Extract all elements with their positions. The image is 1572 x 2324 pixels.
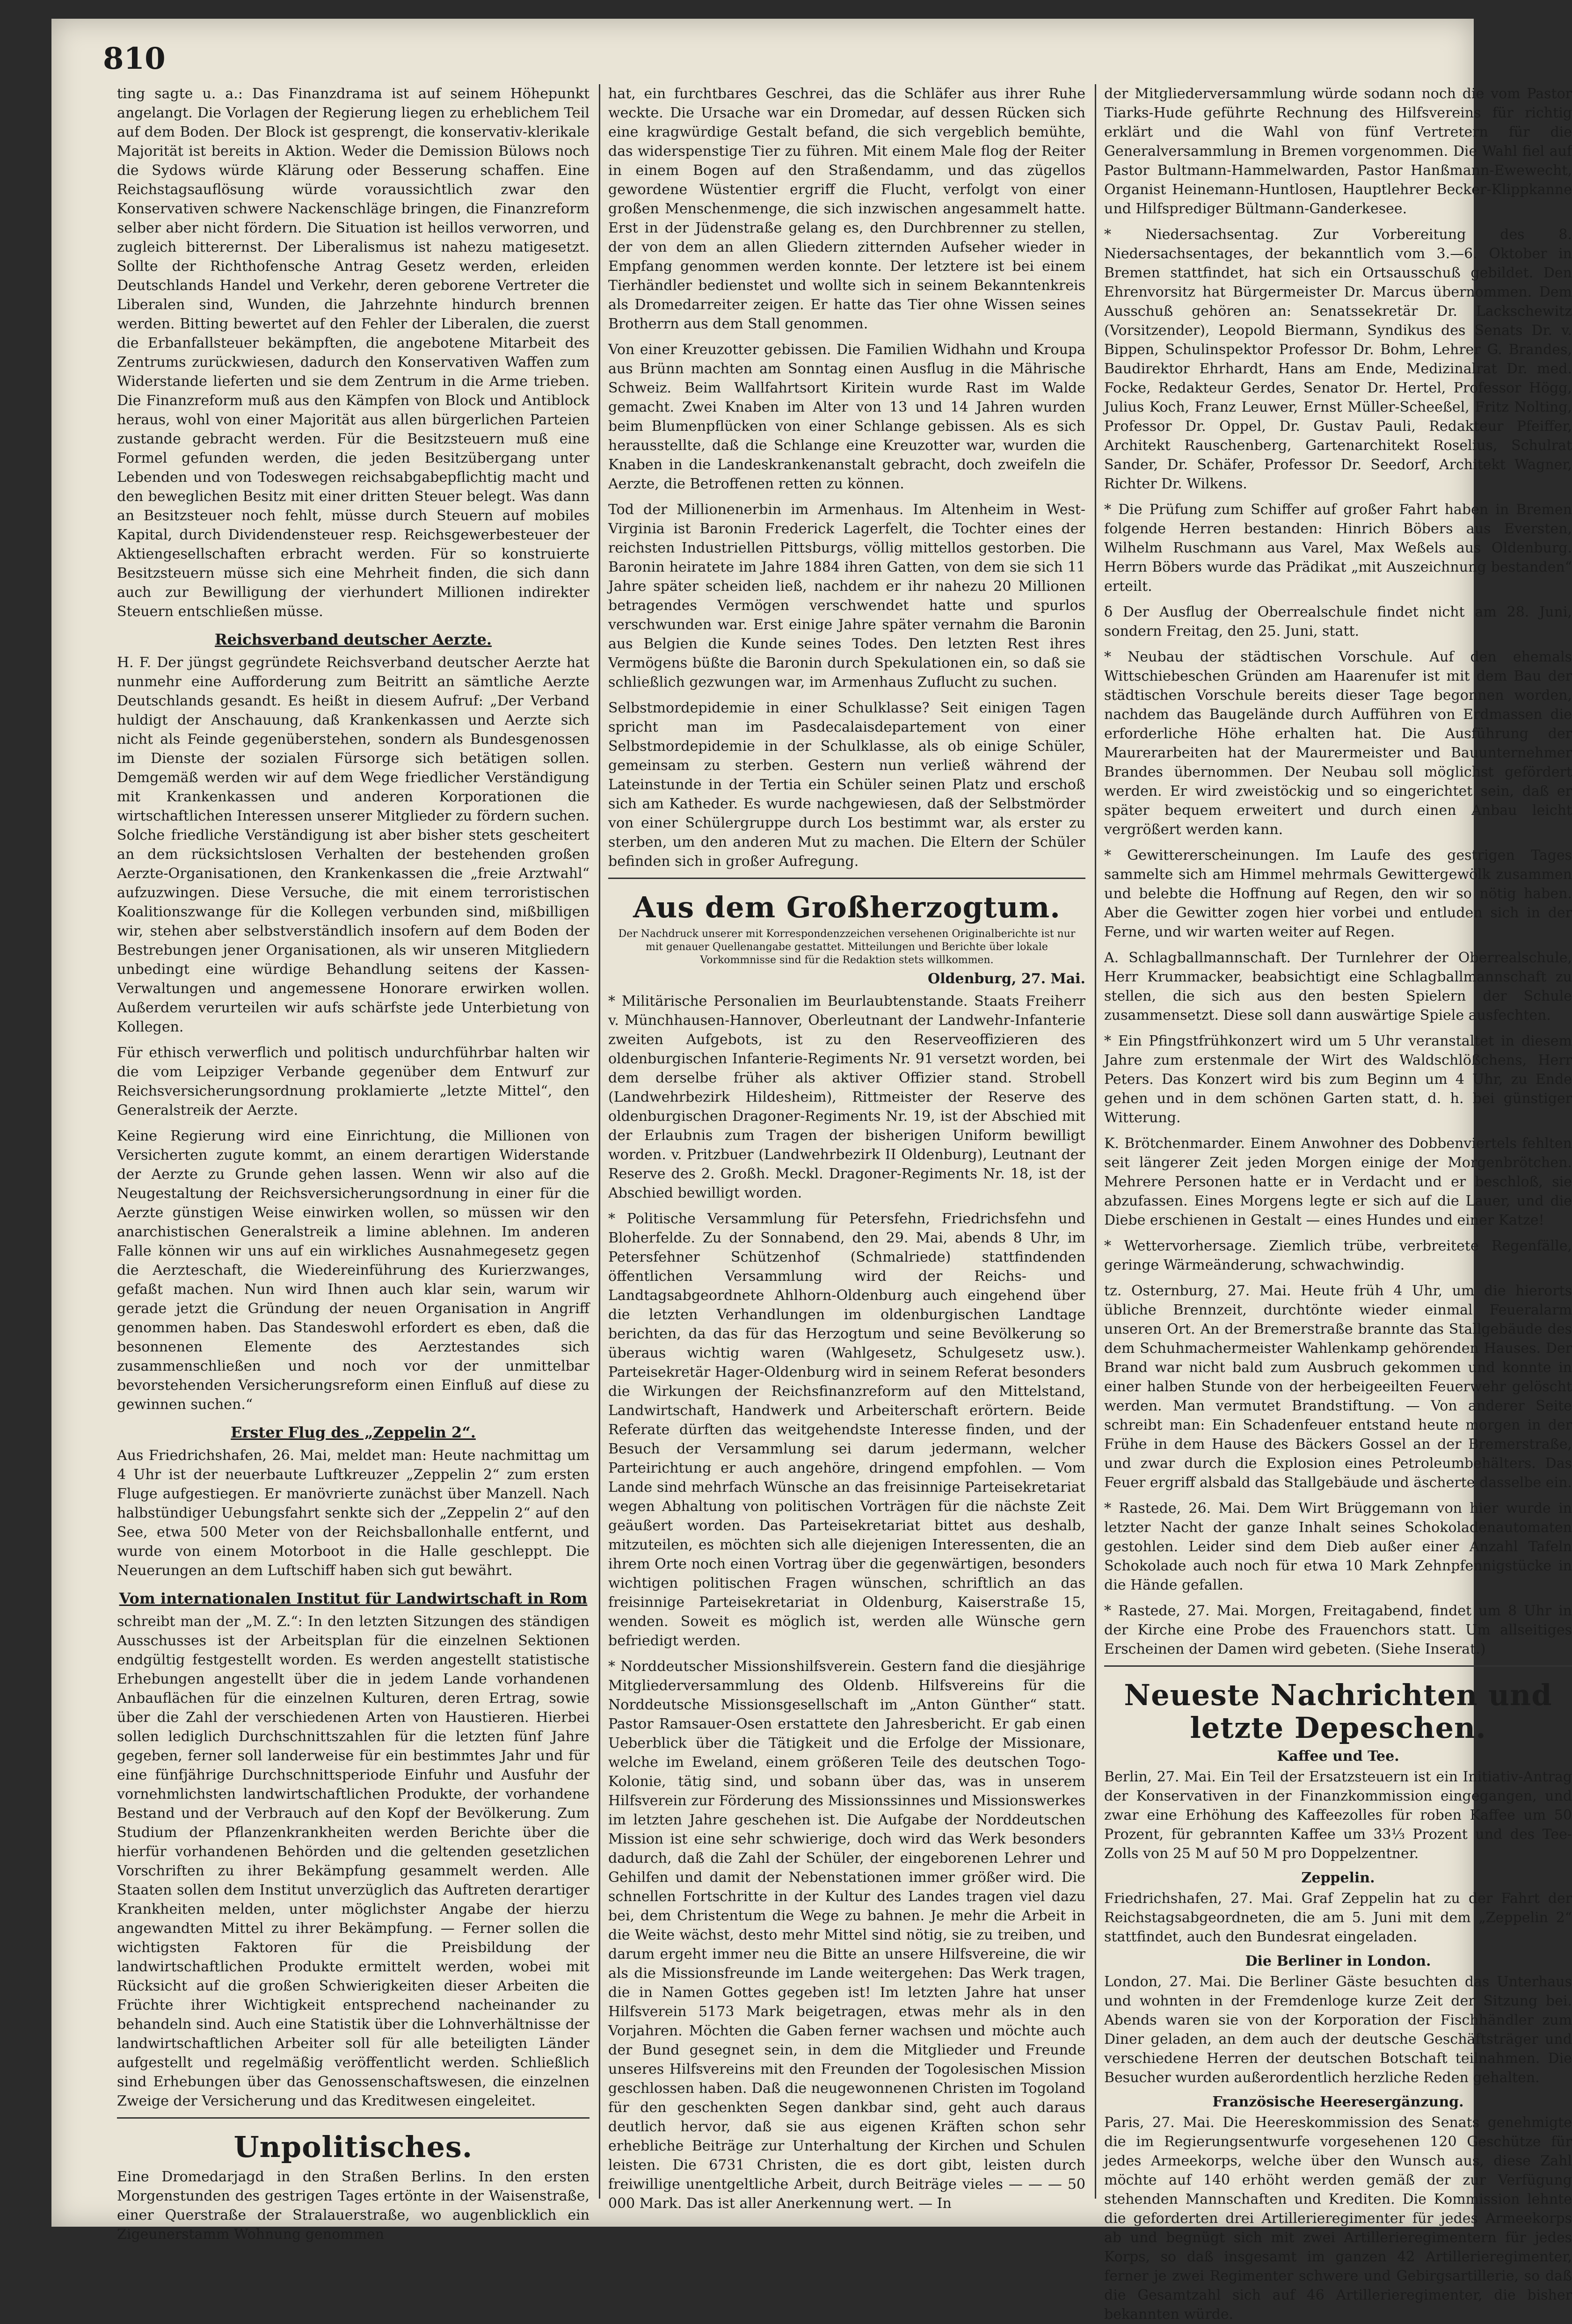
section-title: Neueste Nachrichten und letzte Depeschen. [1124, 1678, 1552, 1745]
article-text: Tod der Millionenerbin im Armenhaus. Im Altenheim in West-Virginia ist Baronin Frederick Lagerfelt, die Tochter eines der reichsten Industriellen Pittsburgs, völlig mittellos gestorben. Die Baronin heiratete im Jahre 1884 ihren Gatten, von dem sie sich 11 Jahre später scheiden ließ, nachdem er ihr nahezu 20 Millionen betragendes Vermögen verschwendet hatte und spurlos verschwunden war. Erst einige Jahre später vernahm die Baronin aus Belgien die Kunde seines Todes. Den letzten Rest ihres Vermögens büßte die Baronin durch Spekulationen ein, so daß sie schließlich gezwungen war, im Armenhaus Zuflucht zu suchen. [608, 501, 1085, 690]
article-text: * Niedersachsentag. Zur Vorbereitung des 8. Niedersachsentages, der bekanntlich vom 3.—6. Oktober in Bremen stattfindet, hat sich ein Ortsausschuß gebildet. Den Ehrenvorsitz hat Bürgermeister Dr. Marcus übernommen. Dem Ausschuß gehören an: Senatssekretär Dr. Lackschewitz (Vorsitzender), Leopold Biermann, Syndikus des Senats Dr. v. Bippen, Schulinspektor Professor Dr. Bohm, Lehrer G. Brandes, Baudirektor Ehrhardt, Hans am Ende, Medizinalrat Dr. med. Focke, Redakteur Gerdes, Senator Dr. Hertel, Professor Högg, Julius Koch, Franz Leuwer, Ernst Müller-Scheeßel, Fritz Nolting, Professor Dr. Oppel, Dr. Gustav Pauli, Redakteur Pfeiffer, Architekt Rauschenberg, Gartenarchitekt Roselius, Schulrat Sander, Dr. Schäfer, Professor Dr. Seedorf, Architekt Wagner, Richter Dr. Wilkens. [1104, 226, 1572, 492]
section-title: Unpolitisches. [233, 2130, 473, 2164]
reprint-notice: Der Nachdruck unserer mit Korrespondenzzeichen versehenen Originalberichte ist nur mit genauer Quellenangabe gestattet. Mitteilungen und Berichte über lokale Vorkommnisse sind für die Redaktion stets willkommen. [618, 928, 1076, 966]
subheading: Zeppelin. [1301, 1870, 1375, 1886]
article-text: * Politische Versammlung für Petersfehn, Friedrichsfehn und Bloherfelde. Zu der Sonnabend, den 29. Mai, abends 8 Uhr, im Petersfehner Schützenhof (Schmalriede) stattfindenden öffentlichen Versammlung wird der Reichs- und Landtagsabgeordnete Ahlhorn-Oldenburg auch eingehend über die letzten Verhandlungen im oldenburgischen Landtage berichten, da das für das Herzogtum und seine Bevölkerung so überaus wichtig waren (Wahlgesetz, Schulgesetz usw.). Parteisekretär Hager-Oldenburg wird in seinem Referat besonders die Wirkungen der Reichsfinanzreform auf den Mittelstand, Landwirtschaft, Handwerk und Arbeiterschaft erörtern. Beide Referate dürften das weitgehendste Interesse finden, und der Besuch der Versammlung sei darum jedermann, welcher Parteirichtung er auch angehöre, dringend empfohlen. — Vom Lande sind mehrfach Wünsche an das freisinnige Parteisekretariat wegen Abhaltung von politischen Vorträgen für die nächste Zeit geäußert worden. Das Parteisekretariat bittet aus deshalb, mitzuteilen, es möchten sich alle diejenigen Interessenten, die an ihrem Orte noch einen Vortrag über die gegenwärtigen, besonders wichtigen politischen Fragen wünschen, schriftlich an das freisinnige Parteisekretariat in Oldenburg, Kaiserstraße 15, wenden. Soweit es möglich ist, werden alle Wünsche gern befriedigt werden. [608, 1211, 1085, 1649]
article-text: * Rastede, 27. Mai. Morgen, Freitagabend, findet um 8 Uhr in der Kirche eine Probe des Frauenchors statt. Um allseitiges Erscheinen der Damen wird gebeten. (Siehe Inserat.) [1104, 1603, 1572, 1657]
article-text: der Mitgliederversammlung würde sodann noch die vom Pastor Tiarks-Hude geführte Rechnung des Hilfsvereins für richtig erklärt und die Wahl von fünf Vertretern für die Generalversammlung in Bremen vorgenommen. Die Wahl fiel auf Pastor Bultmann-Hammelwarden, Pastor Hanßmann-Ewewecht, Organist Heinemann-Huntlosen, Hauptlehrer Becker-Klippkanne und Hilfsprediger Bültmann-Ganderkesee. [1104, 86, 1572, 217]
article-text: * Wettervorhersage. Ziemlich trübe, verbreitete Regenfälle, geringe Wärmeänderung, schwachwindig. [1104, 1238, 1572, 1273]
article-text: Von einer Kreuzotter gebissen. Die Familien Widhahn und Kroupa aus Brünn machten am Sonntag einen Ausflug in die Mährische Schweiz. Beim Wallfahrtsort Kiritein wurde Rast im Walde gemacht. Zwei Knaben im Alter von 13 und 14 Jahren wurden beim Blumenpflücken von einer Schlange gebissen. Als es sich herausstellte, daß die Schlange eine Kreuzotter war, wurden die Knaben in die Landeskrankenanstalt gebracht, doch zweifeln die Aerzte, die Betroffenen retten zu können. [608, 341, 1085, 492]
article-heading: Erster Flug des „Zeppelin 2“. [231, 1423, 476, 1441]
article-text: * Ein Pfingstfrühkonzert wird um 5 Uhr veranstaltet in diesem Jahre zum erstenmale der Wirt des Waldschlößchens, Herr Peters. Das Konzert wird bis zum Beginn um 4 Uhr, zu Ende gehen und in dem schönen Garten statt, d. h. bei günstiger Witterung. [1104, 1033, 1572, 1126]
subheading: Die Berliner in London. [1245, 1953, 1431, 1969]
column-1 [117, 84, 590, 2243]
article-text: tz. Osternburg, 27. Mai. Heute früh 4 Uhr, um die hierorts übliche Brennzeit, durchtönte wieder einmal Feueralarm unseren Ort. An der Bremerstraße brannte das Stallgebäude des dem Schuhmachermeister Wahlenkamp gehörenden Hauses. Der Brand war nicht bald zum Ausbruch gekommen und konnte in einer halben Stunde von der herbeigeeilten Feuerwehr gelöscht werden. Man vermutet Brandstiftung. — Von anderer Seite schreibt man: Ein Schadenfeuer entstand heute morgen in der Frühe in dem Hause des Bäckers Gossel an der Bremerstraße, und zwar durch die Explosion eines Petroleumbehälters. Das Feuer ergriff alsbald das Stallgebäude und äscherte dasselbe ein. [1104, 1283, 1572, 1491]
article-text: Berlin, 27. Mai. Ein Teil der Ersatzsteuern ist ein Initiativ-Antrag der Konservativen in der Finanzkommission eingegangen, und zwar eine Erhöhung des Kaffeezolles für roben Kaffee um 50 Prozent, für gebrannten Kaffee um 33⅓ Prozent und des Tee-Zolls von 25 M auf 50 M pro Doppelzentner. [1104, 1769, 1572, 1862]
article-text: δ Der Ausflug der Oberrealschule findet nicht am 28. Juni, sondern Freitag, den 25. Juni, statt. [1104, 604, 1572, 639]
article-text: * Neubau der städtischen Vorschule. Auf den ehemals Wittschiebeschen Gründen am Haarenufer ist mit dem Bau der städtischen Vorschule bereits dieser Tage begonnen worden, nachdem das Baugelände durch Aufführen von Erdmassen die erforderliche Höhe erhalten hat. Die Ausführung der Maurerarbeiten hat der Maurermeister und Bauunternehmer Brandes übernommen. Der Neubau soll möglichst gefördert werden. Er wird zweistöckig und so eingerichtet sein, daß er später bequem erweitert und durch einen Anbau leicht vergrößert werden kann. [1104, 649, 1572, 838]
newspaper-page [51, 19, 1572, 2323]
column-rule [1095, 84, 1096, 2199]
article-text: Selbstmordepidemie in einer Schulklasse? Seit einigen Tagen spricht man im Pasdecalaisdepartement von einer Selbstmordepidemie in der Schulklasse, als ob einige Schüler, gemeinsam zu sterben. Gestern nun verließ während der Lateinstunde in der Tertia ein Schüler seinen Platz und erschoß sich am Katheder. Es wurde nachgewiesen, daß der Selbstmörder von einer Schülergruppe durch Los bestimmt war, als erster zu sterben, um den anderen Mut zu machen. Die Eltern der Schüler befinden sich in großer Aufregung. [608, 700, 1085, 870]
article-text: Keine Regierung wird eine Einrichtung, die Millionen von Versicherten zugute kommt, an einem derartigen Widerstande der Aerzte zu Grunde gehen lassen. Wenn wir also auf die Neugestaltung der Reichsversicherungsordnung in einer für die Aerzte günstigen Weise einwirken wollen, so müssen wir den anarchistischen Generalstreik a limine ablehnen. Im anderen Falle können wir uns auf ein wirkliches Ausnahmegesetz gegen die Aerzteschaft, die Wiedereinführung des Kurierzwanges, gefaßt machen. Nun wird Ihnen auch klar sein, warum wir gerade jetzt die Gründung der neuen Organisation in Angriff genommen haben. Das Standeswohl erfordert es eben, daß die besonnenen Elemente des Aerztestandes sich zusammenschließen und noch vor der unmittelbar bevorstehenden Versicherungsreform einen Einfluß auf diese zu gewinnen suchen.“ [117, 1128, 590, 1413]
article-text: schreibt man der „M. Z.“: In den letzten Sitzungen des ständigen Ausschusses ist der Arbeitsplan für die einzelnen Sektionen endgültig festgestellt worden. Es werden angestellt statistische Erhebungen angestellt über die in jedem Lande vorhandenen Anbauflächen für die einzelnen Kulturen, deren Ertrag, sowie über die Zahl der verschiedenen Arten von Haustieren. Hierbei sollen lediglich Durchschnittszahlen für die letzten fünf Jahre gegeben, ferner soll landerweise für ein bestimmtes Jahr und für eine fünfjährige Durchschnittsperiode Einfuhr und Ausfuhr der vornehmlichsten landwirtschaftlichen Produkte, der vorhandene Bestand und der Verbrauch auf den Kopf der Bevölkerung. Zum Studium der Pflanzenkrankheiten werden Berichte über die hierfür vorhandenen Behörden und die geltenden gesetzlichen Vorschriften zu ihrer Bekämpfung gesammelt werden. Alle Staaten sollen dem Institut unverzüglich das Auftreten derartiger Krankheiten melden, unter möglichster Angabe der hierzu angewandten Mittel zu ihrer Bekämpfung. — Ferner sollen die wichtigsten Faktoren für die Preisbildung der landwirtschaftlichen Produkte ermittelt werden, wobei mit Rücksicht auf die großen Schwierigkeiten dieser Arbeiten die Früchte ihrer Wichtigkeit entsprechend nacheinander zu behandeln sind. Auch eine Statistik über die Lohnverhältnisse der landwirtschaftlichen Arbeiter soll für alle beteiligten Länder aufgestellt und regelmäßig veröffentlicht werden. Schließlich sind Erhebungen über das Genossenschaftswesen, die einzelnen Zweige der Versicherung und das Kreditwesen eingeleitet. [117, 1613, 590, 2109]
article-text: Aus Friedrichshafen, 26. Mai, meldet man: Heute nachmittag um 4 Uhr ist der neuerbaute Luftkreuzer „Zeppelin 2“ zum ersten Fluge aufgestiegen. Er manövrierte zunächst über Manzell. Nach halbstündiger Uebungsfahrt senkte sich der „Zeppelin 2“ auf den See, etwa 500 Meter von der Reichsballonhalle entfernt, und wurde von einem Motorboot in die Halle geschleppt. Die Neuerungen an dem Luftschiff haben sich gut bewährt. [117, 1447, 590, 1579]
section-title: Aus dem Großherzogtum. [633, 890, 1061, 924]
article-text: * Die Prüfung zum Schiffer auf großer Fahrt haben in Bremen folgende Herren bestanden: Hinrich Böbers aus Eversten, Wilhelm Ruschmann aus Varel, Max Weßels aus Oldenburg. Herrn Böbers wurde das Prädikat „mit Auszeichnung bestanden“ erteilt. [1104, 501, 1572, 595]
article-text: * Rastede, 26. Mai. Dem Wirt Brüggemann von hier wurde in letzter Nacht der ganze Inhalt seines Schokoladenautomaten gestohlen. Leider sind dem Dieb außer einer Anzahl Tafeln Schokolade auch noch für etwa 10 Mark Zehnpfennigstücke in die Hände gefallen. [1104, 1500, 1572, 1593]
article-text: Eine Dromedarjagd in den Straßen Berlins. In den ersten Morgenstunden des gestrigen Tages ertönte in der Waisenstraße, einer Querstraße der Stralauerstraße, wo augenblicklich ein Zigeunerstamm Wohnung genommen [117, 2169, 590, 2243]
column-3 [1104, 84, 1572, 2323]
article-text: K. Brötchenmarder. Einem Anwohner des Dobbenviertels fehlten seit längerer Zeit jeden Morgen einige der Morgenbrötchen. Mehrere Personen hatte er in Verdacht und er beschloß, sie abzufassen. Eines Morgens legte er sich auf die Lauer, und die Diebe erschienen in Gestalt — eines Hundes und einer Katze! [1104, 1135, 1572, 1228]
article-text: ting sagte u. a.: Das Finanzdrama ist auf seinem Höhepunkt angelangt. Die Vorlagen der Regierung liegen zu erheblichem Teil auf dem Boden. Der Block ist gesprengt, die konservativ-klerikale Majorität ist bereits in Aktion. Weder die Demission Bülows noch die Sydows würde Klärung oder Besserung schaffen. Eine Reichstagsauflösung würde voraussichtlich zwar den Konservativen schwere Nackenschläge bringen, die Finanzreform selber aber nicht fördern. Die Situation ist heillos verworren, und zugleich bitterernst. Der Liberalismus ist nahezu matigesetzt. Sollte der Richthofensche Antrag Gesetz werden, erleiden Deutschlands Handel und Verkehr, deren geborene Vertreter die Liberalen sind, Wunden, die Jahrzehnte hindurch brennen werden. Bitting bewertet auf den Fehler der Liberalen, die zuerst die Erbanfallsteuer bekämpften, die angebotene Mitarbeit des Zentrums zurückwiesen, dadurch den Konservativen Waffen zum Widerstande lieferten und sie dem Zentrum in die Arme trieben. Die Finanzreform muß aus den Kämpfen von Block und Antiblock heraus, wohl von einer Majorität aus allen bürgerlichen Parteien zustande gebracht werden. Für die Besitzsteuern muß eine Formel gefunden werden, die jeden Besitzübergang unter Lebenden und von Todeswegen reichsabgabepflichtig macht und den beweglichen Besitz mit einer dritten Steuer belegt. Was dann an Besitzsteuer noch fehlt, müsse durch Steuern auf mobiles Kapital, durch Dividendensteuer resp. Reichsgewerbesteuer der Aktiengesellschaften erbracht werden. Für so konstruierte Besitzsteuern müsse sich eine Mehrheit finden, die sich dann auch zur Bewilligung der vierhundert Millionen indirekter Steuern entschließen müsse. [117, 86, 590, 620]
article-heading: Reichsverband deutscher Aerzte. [215, 631, 492, 648]
page-number: 810 [103, 41, 166, 76]
article-text: * Gewittererscheinungen. Im Laufe des gestrigen Tages sammelte sich am Himmel mehrmals Gewittergewölk zusammen und belebte die Hoffnung auf Regen, den wir so nötig haben. Aber die Gewitter zogen hier vorbei und entluden sich in der Ferne, und wir warten weiter auf Regen. [1104, 847, 1572, 940]
subheading: Kaffee und Tee. [1277, 1748, 1399, 1765]
article-text: Für ethisch verwerflich und politisch undurchführbar halten wir die vom Leipziger Verbande gegenüber dem Entwurf zur Reichsversicherungsordnung proklamierte „letzte Mittel“, den Generalstreik der Aerzte. [117, 1045, 590, 1118]
section-rule [608, 878, 1085, 879]
article-text: Paris, 27. Mai. Die Heereskommission des Senats genehmigte die im Regierungsentwurfe vorgesehenen 120 Geschütze für jedes Armeekorps, welche über den Wunsch aus, diese Zahl möchte auf 140 erhöht werden gemäß der zur Verfügung stehenden Mannschaften und Krediten. Die Kommission lehnte die geforderten drei Artillerieregimenter für jedes Armeekorps ab und begnügt sich mit zwei Artillerieregimentern für jedes Korps, so daß insgesamt im ganzen 42 Artillerieregimenter, ferner je zwei Regimenter schwere und Gebirgsartillerie, so daß die Gesamtzahl sich auf 46 Artillerieregimenter, die bisher bekannten würde. [1104, 2114, 1572, 2323]
dateline: Oldenburg, 27. Mai. [928, 971, 1085, 987]
article-heading: Vom internationalen Institut für Landwirtschaft in Rom [119, 1590, 588, 1607]
column-rule [599, 84, 600, 2199]
article-text: H. F. Der jüngst gegründete Reichsverband deutscher Aerzte hat nunmehr eine Aufforderung zum Beitritt an sämtliche Aerzte Deutschlands gesandt. Es heißt in diesem Aufruf: „Der Verband huldigt der Anschauung, daß Krankenkassen und Aerzte sich nicht als Feinde gegenüberstehen, sondern als Bundesgenossen im Dienste der sozialen Fürsorge sich betätigen sollen. Demgemäß werden wir auf dem Wege friedlicher Verständigung mit Krankenkassen und anderen Korporationen die wirtschaftlichen Interessen unserer Mitglieder zu fördern suchen. Solche friedliche Verständigung ist aber bisher stets gescheitert an dem rücksichtslosen Verhalten der bestehenden großen Aerzte-Organisationen, den Krankenkassen die „freie Arztwahl“ aufzuzwingen. Diese Versuche, die mit einem terroristischen Koalitionszwange für die Kollegen verbunden sind, mißbilligen wir, stehen aber selbstverständlich insofern auf dem Boden der Bestrebungen jener Organisationen, als wir unseren Mitgliedern unbedingt eine würdige Behandlung seitens der Kassen-Verwaltungen und angemessene Honorare erwirken wollen. Außerdem verurteilen wir aufs schärfste jede Unterbietung von Kollegen. [117, 654, 590, 1035]
article-text: * Norddeutscher Missionshilfsverein. Gestern fand die diesjährige Mitgliederversammlung des Oldenb. Hilfsvereins für die Norddeutsche Missionsgesellschaft im „Anton Günther“ statt. Pastor Ramsauer-Osen erstattete den Jahresbericht. Er gab einen Ueberblick über die Tätigkeit und die Erfolge der Missionare, welche im Eweland, einem größeren Teile des deutschen Togo-Kolonie, tätig sind, und sobann über das, was in unserem Hilfsverein zur Förderung des Missionssinnes und Missionswerkes im letzten Jahre geschehen ist. Die Aufgabe der Norddeutschen Mission ist eine sehr schwierige, doch wird das Werk besonders dadurch, daß die Zahl der Schüler, der eingeborenen Lehrer und Gehilfen und damit der Nebenstationen immer größer wird. Die schnellen Fortschritte in der Kultur des Landes tragen viel dazu bei, dem Christentum die Wege zu bahnen. Je mehr die Arbeit in die Weite wächst, desto mehr Mittel sind nötig, sie zu treiben, und darum ergeht immer neu die Bitte an unsere Hilfsvereine, die wir als die Missionsfreunde im Lande weitergehen: Das Werk tragen, die in Namen Gottes gegeben ist! Im letzten Jahre hat unser Hilfsverein 5173 Mark beigetragen, etwas mehr als in den Vorjahren. Möchten die Gaben ferner wachsen und möchte auch der Bund gesegnet sein, in dem die Mitglieder und Freunde unseres Hilfsvereins mit den Freunden der Togolesischen Mission geschlossen haben. Daß die neugewonnenen Christen im Togoland für den geschenkten Segen dankbar sind, geht auch daraus deutlich hervor, daß sie aus eigenen Kräften schon sehr erhebliche Beiträge zur Unterhaltung der Kirchen und Schulen leisten. Die 6731 Christen, die es dort gibt, leisten durch freiwillige unentgeltliche Arbeit, durch Beiträge vieles — — — 50 000 Mark. Das ist aller Anerkennung wert. — In [608, 1658, 1085, 2212]
article-text: * Militärische Personalien im Beurlaubtenstande. Staats Freiherr v. Münchhausen-Hannover, Oberleutnant der Landwehr-Infanterie zweiten Aufgebots, ist zu den Reserveoffizieren des oldenburgischen Infanterie-Regiments Nr. 91 versetzt worden, bei dem derselbe früher als aktiver Offizier stand. Strobell (Landwehrbezirk Hildesheim), Rittmeister der Reserve des oldenburgischen Dragoner-Regiments Nr. 19, ist der Abschied mit der Erlaubnis zum Tragen der bisherigen Uniform bewilligt worden. v. Pritzbuer (Landwehrbezirk II Oldenburg), Leutnant der Reserve des 2. Großh. Meckl. Dragoner-Regiments Nr. 18, ist der Abschied bewilligt worden. [608, 993, 1085, 1201]
article-text: hat, ein furchtbares Geschrei, das die Schläfer aus ihrer Ruhe weckte. Die Ursache war ein Dromedar, auf dessen Rücken sich eine kragwürdige Gestalt befand, die sich vergeblich bemühte, das widerspenstige Tier zu führen. Mit einem Male flog der Reiter in einem Bogen auf den Straßendamm, und das zügellos gewordene Wüstentier ergriff die Flucht, verfolgt von einer großen Menschenmenge, die sich inzwischen angesammelt hatte. Erst in der Jüdenstraße gelang es, den Durchbrenner zu stellen, der von dem an allen Gliedern zitternden Aufseher wieder in Empfang genommen werden konnte. Der letztere ist bei einem Tierhändler bedienstet und wollte sich in seinem Bekanntenkreis als Dromedarreiter zeigen. Er hatte das Tier ohne Wissen seines Brotherrn aus dem Stall genommen. [608, 86, 1085, 332]
article-text: A. Schlagballmannschaft. Der Turnlehrer der Oberrealschule, Herr Krummacker, beabsichtigt eine Schlagballmannschaft zu stellen, die sich aus den besten Spielern der Schule zusammensetzt. Diese soll dann auswärtige Spiele ausfechten. [1104, 950, 1572, 1024]
article-text: London, 27. Mai. Die Berliner Gäste besuchten das Unterhaus und wohnten in der Fremdenloge kurze Zeit der Sitzung bei. Abends waren sie von der Korporation der Fischhändler zum Diner geladen, an dem auch der deutsche Geschäftsträger und verschiedene Herren der deutschen Botschaft teilnahmen. Die Besucher wurden außerordentlich herzliche Reden gehalten. [1104, 1974, 1572, 2086]
section-rule [1104, 1665, 1572, 1667]
section-rule [117, 2117, 590, 2119]
subheading: Französische Heeresergänzung. [1212, 2094, 1464, 2110]
article-text: Friedrichshafen, 27. Mai. Graf Zeppelin hat zu der Fahrt der Reichstagsabgeordneten, die am 5. Juni mit dem „Zeppelin 2“ stattfindet, auch den Bundesrat eingeladen. [1104, 1890, 1572, 1945]
column-2 [608, 84, 1085, 2212]
